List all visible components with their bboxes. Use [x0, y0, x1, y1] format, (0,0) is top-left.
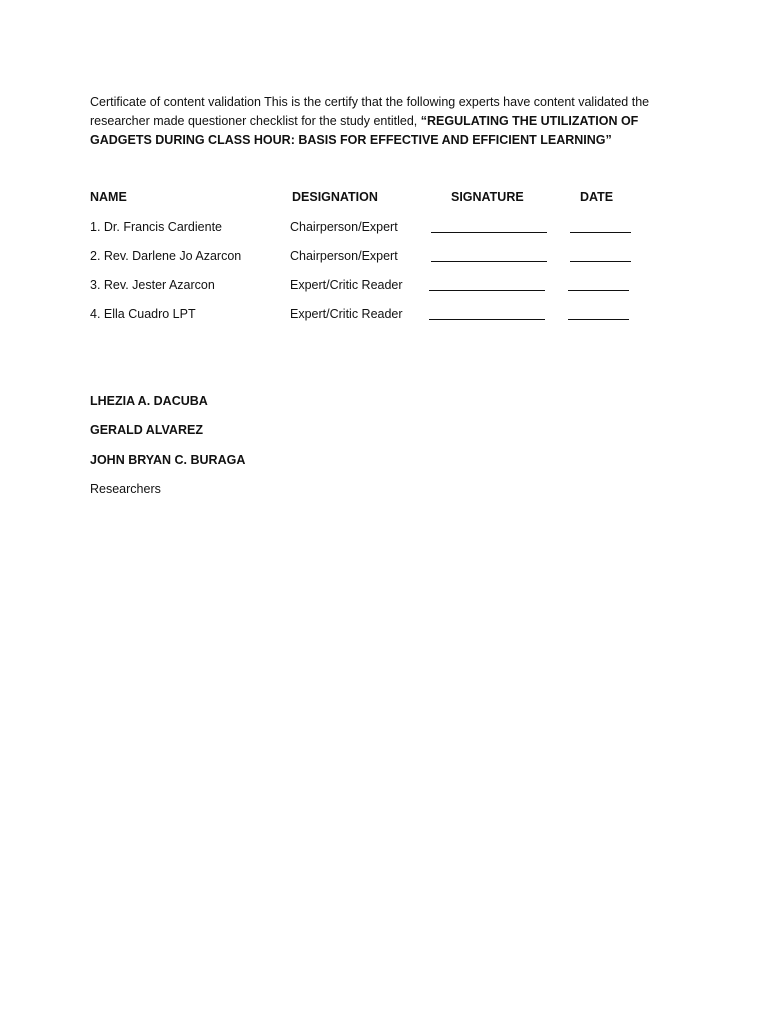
row-1-name: 1. Dr. Francis Cardiente: [90, 220, 222, 234]
header-name: NAME: [90, 190, 127, 204]
researchers-label: Researchers: [90, 482, 161, 496]
row-1-signature-line: [431, 232, 547, 233]
header-signature: SIGNATURE: [451, 190, 524, 204]
intro-text: Certificate of content validation This is the certify that the following experts have content validated the researcher made questioner checklist for the study entitled,: [90, 95, 650, 128]
row-4-designation: Expert/Critic Reader: [290, 307, 403, 321]
header-date: DATE: [580, 190, 614, 204]
row-3-date-line: [568, 290, 629, 291]
row-2-designation: Chairperson/Expert: [290, 249, 398, 263]
researcher-name-1: LHEZIA A. DACUBA: [90, 394, 208, 408]
row-3-signature-line: [429, 290, 545, 291]
row-1-designation: Chairperson/Expert: [290, 220, 398, 234]
study-title: “REGULATING THE UTILIZATION OF GADGETS DURING CLASS HOUR: BASIS FOR EFFECTIVE AND EFFICIENT LEARNING”: [90, 114, 639, 147]
row-4-name: 4. Ella Cuadro LPT: [90, 307, 196, 321]
row-3-designation: Expert/Critic Reader: [290, 278, 403, 292]
row-3-name: 3. Rev. Jester Azarcon: [90, 278, 215, 292]
row-4-date-line: [568, 319, 629, 320]
intro-paragraph: [90, 93, 680, 150]
row-2-signature-line: [431, 261, 547, 262]
row-1-date-line: [570, 232, 631, 233]
row-4-signature-line: [429, 319, 545, 320]
researcher-name-3: JOHN BRYAN C. BURAGA: [90, 453, 246, 467]
researcher-name-2: GERALD ALVAREZ: [90, 423, 203, 437]
row-2-date-line: [570, 261, 631, 262]
header-designation: DESIGNATION: [292, 190, 378, 204]
row-2-name: 2. Rev. Darlene Jo Azarcon: [90, 249, 242, 263]
